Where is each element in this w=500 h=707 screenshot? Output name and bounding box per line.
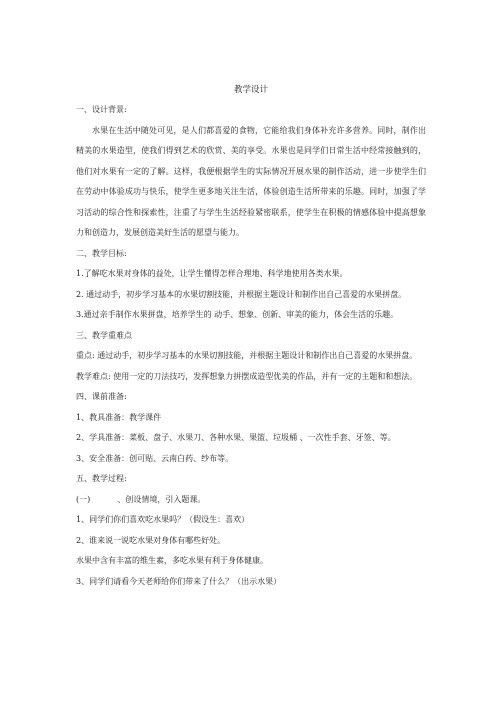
goal-item-2: 2. 通过动手，初步学习基本的水果切割技能，并根据主题设计和制作出自己喜爱的水果拼盘。 [76, 289, 407, 299]
section-heading-process: 五、教学过程: [76, 474, 127, 483]
process-line-2: 2、谁来说一说吃水果对身体有哪些好处。 [76, 535, 226, 545]
document-body [76, 84, 426, 592]
goal-item-3: 3.通过亲手制作水果拼盘，培养学生的 动手、想象、创新、审美的能力，体会生活的乐趣。 [76, 310, 399, 319]
prep-item-3: 3、安全准备：创可贴、云南白药、纱布等。 [76, 453, 234, 463]
process-line-3: 水果中含有丰富的维生素，多吃水果有利于身体健康。 [76, 556, 268, 565]
step-label: (一) [76, 494, 91, 504]
section-heading-key-points: 三、教学重难点 [76, 330, 132, 340]
step-text: 、创设情境，引入题课。 [117, 494, 206, 504]
prep-item-2: 2、学具准备：菜板、盘子、水果刀、各种水果、果篮、垃圾桶 、一次性手套、牙签、等。 [76, 433, 396, 442]
background-paragraph: 水果在生活中随处可见，是人们都喜爱的食物，它能给我们身体补充许多营养。同时，制作出精美的水果造型，使我们得到艺术的欣赏、美的享受。水果也是同学们日常生活中经常接触到的，他们对水果有一定的了解。这样，我便根据学生的实际情况开展水果的制作活动，进一步使学生们在劳动中体验成功与快乐，使学生更多地关注生活，体验创造生活所带来的乐趣。同时，加强了学习活动的综合性和探索性，注重了与学生生活经验紧密联系，使学生在积极的情感体验中提高想象力和创造力，发展创造美好生活的愿望与能力。 [76, 125, 426, 237]
process-step-1 [76, 490, 426, 511]
section-heading-goals: 二、教学目标: [76, 248, 127, 258]
prep-item-1: 1、教具准备：教学课件 [76, 412, 162, 422]
goal-item-1: 1.了解吃水果对身体的益处，让学生懂得怎样合理地、科学地使用各类水果。 [76, 269, 348, 278]
document-title: 教学设计 [233, 85, 268, 95]
process-line-1: 1、同学们你们喜欢吃水果吗？（假设生：喜欢） [76, 515, 250, 524]
key-point-text: 重点: 通过动手，初步学习基本的水果切割技能，并根据主题设计和制作出自己喜爱的水果拼盘。 [76, 351, 418, 360]
section-heading-background: 一、设计背景: [76, 105, 127, 114]
process-line-4: 3、同学们请看今天老师给你们带来了什么？（出示水果） [76, 576, 282, 586]
difficulty-text: 教学难点: 使用一定的刀法技巧，发挥想象力拼摆成造型优美的作品，并有一定的主题和和想法。 [76, 371, 418, 381]
section-heading-preparation: 四、课前准备: [76, 392, 127, 401]
